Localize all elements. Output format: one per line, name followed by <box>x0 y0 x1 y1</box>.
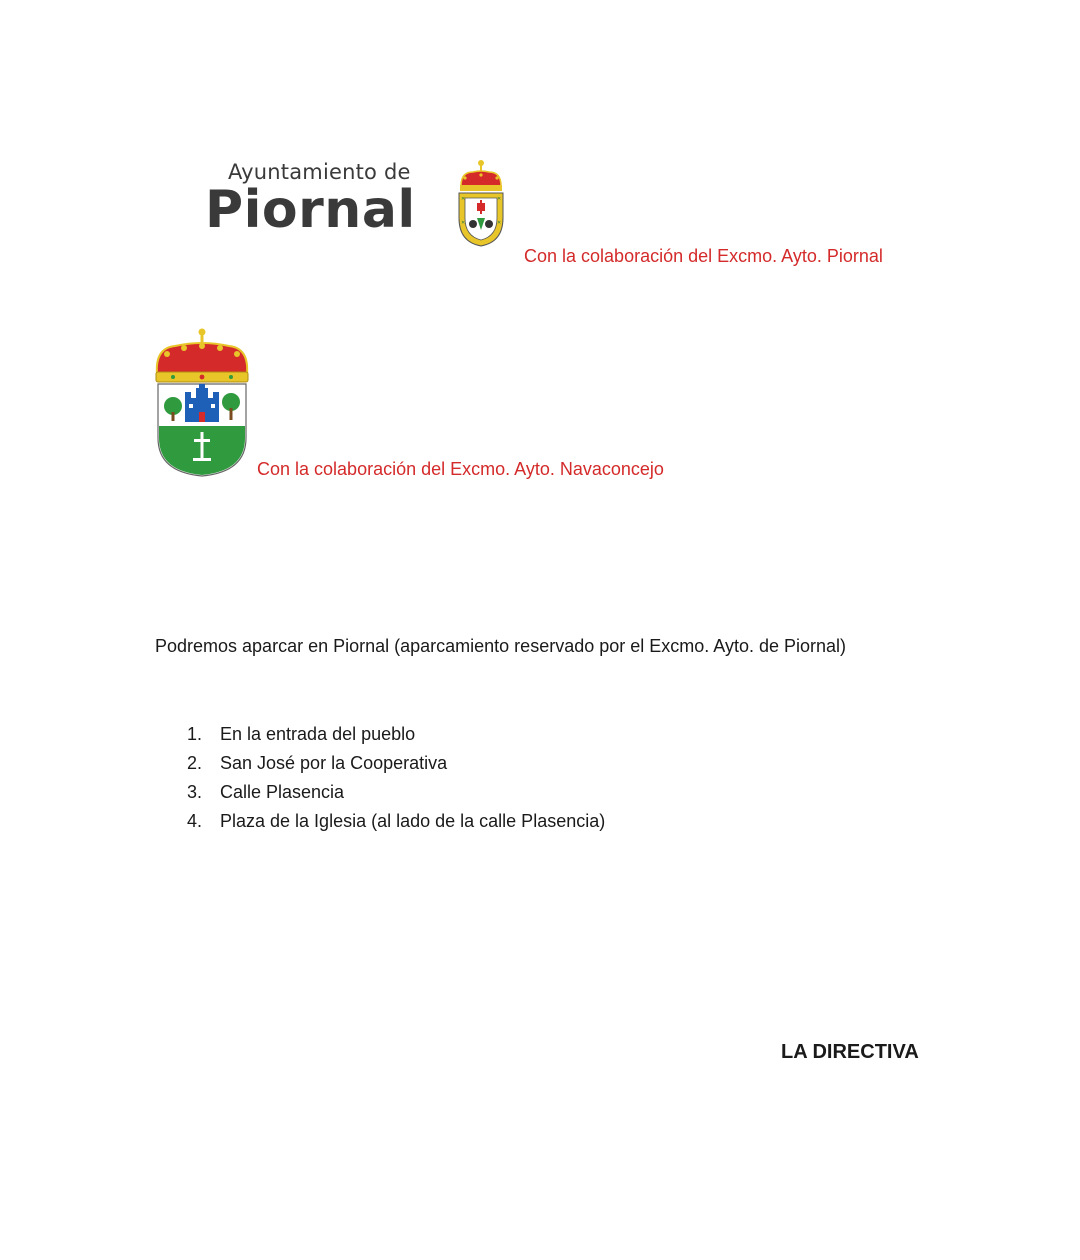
list-item-number: 2. <box>187 753 203 773</box>
svg-text:✕: ✕ <box>497 220 502 226</box>
svg-text:✕: ✕ <box>497 196 502 202</box>
list-item-number: 3. <box>187 782 203 802</box>
list-item <box>187 722 605 751</box>
piornal-coat-of-arms-icon <box>455 158 507 248</box>
list-item-number: 1. <box>187 724 203 744</box>
signature: LA DIRECTIVA <box>781 1041 919 1063</box>
list-item <box>187 780 605 809</box>
collaboration-piornal: Con la colaboración del Excmo. Ayto. Piornal <box>524 246 883 266</box>
piornal-logo-subtitle: Ayuntamiento de <box>228 160 411 184</box>
list-item-text: San José por la Cooperativa <box>220 753 448 773</box>
svg-text:✕: ✕ <box>461 196 466 202</box>
list-item-number: 4. <box>187 811 203 831</box>
list-item-text: Calle Plasencia <box>220 782 345 802</box>
svg-text:✕: ✕ <box>461 220 466 226</box>
piornal-logo-title: Piornal <box>205 180 416 240</box>
list-item-text: En la entrada del pueblo <box>220 724 416 744</box>
list-item <box>187 809 605 838</box>
navaconcejo-coat-of-arms-icon <box>153 326 251 478</box>
list-item-text: Plaza de la Iglesia (al lado de la calle Plasencia) <box>220 811 606 831</box>
parking-intro-text: Podremos aparcar en Piornal (aparcamiento reservado por el Excmo. Ayto. de Piornal) <box>155 636 847 656</box>
parking-locations-list <box>187 722 605 838</box>
list-item <box>187 751 605 780</box>
collaboration-navaconcejo: Con la colaboración del Excmo. Ayto. Navaconcejo <box>257 459 664 479</box>
